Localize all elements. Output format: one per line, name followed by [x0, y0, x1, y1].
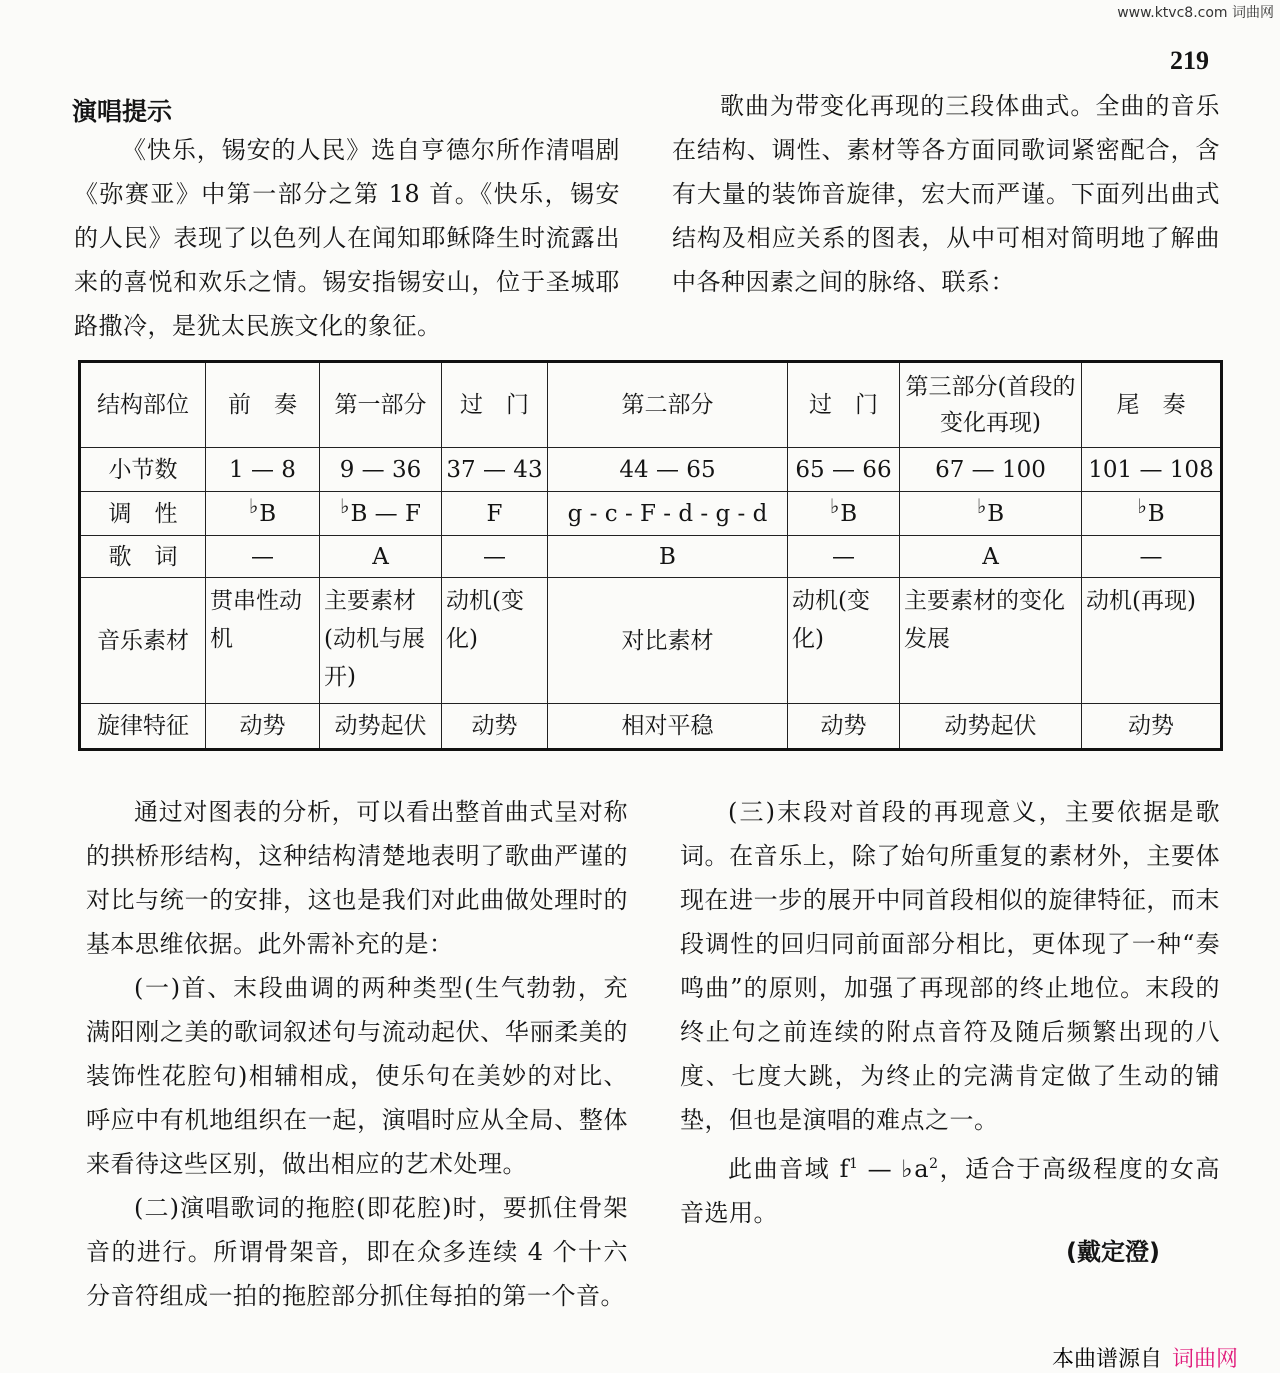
analysis-paragraph: (二)演唱歌词的拖腔(即花腔)时，要抓住骨架音的进行。所谓骨架音，即在众多连续 4 个十六分音符组成一拍的拖腔部分抓住每拍的第一个音。	[86, 1194, 628, 1310]
lyric-cell: —	[206, 536, 320, 578]
key-text: B — F	[350, 500, 421, 527]
range-high-note: a	[914, 1155, 930, 1183]
key-text: g - c - F - d - g - d	[567, 500, 768, 527]
watermark-brand[interactable]: 词曲网	[1172, 1347, 1239, 1372]
melody-cell: 动势	[788, 704, 900, 750]
row-keys	[80, 492, 1222, 536]
measure-cell: 1 — 8	[206, 448, 320, 492]
row-label: 调 性	[80, 492, 206, 536]
melody-cell: 相对平稳	[548, 704, 788, 750]
page-number: 219	[1170, 46, 1209, 75]
melody-cell: 动势起伏	[900, 704, 1082, 750]
analysis-paragraph: (一)首、末段曲调的两种类型(生气勃勃，充满阳刚之美的歌词叙述句与流动起伏、华丽柔美的装饰性花腔句)相辅相成，使乐句在美妙的对比、呼应中有机地组织在一起，演唱时应从全局、整体来看待这些区别，做出相应的艺术处理。	[86, 974, 628, 1178]
melody-cell: 动势	[442, 704, 548, 750]
section-cell: 前 奏	[206, 362, 320, 448]
section-cell: 第一部分	[320, 362, 442, 448]
intro-left-paragraph: 《快乐，锡安的人民》选自亨德尔所作清唱剧《弥赛亚》中第一部分之第 18 首。《快乐，锡安的人民》表现了以色列人在闻知耶稣降生时流露出来的喜悦和欢乐之情。锡安指锡安山，位于圣城耶路撒冷，是犹太民族文化的象征。	[74, 136, 620, 340]
key-cell	[548, 492, 788, 536]
measure-cell: 67 — 100	[900, 448, 1082, 492]
intro-right-paragraph: 歌曲为带变化再现的三段体曲式。全曲的音乐在结构、调性、素材等各方面同歌词紧密配合，含有大量的装饰音旋律，宏大而严谨。下面列出曲式结构及相应关系的图表，从中可相对简明地了解曲中各种因素之间的脉络、联系：	[672, 92, 1220, 296]
range-dash: —	[858, 1155, 902, 1183]
section-cell: 第三部分(首段的变化再现)	[900, 362, 1082, 448]
key-text: B	[987, 500, 1005, 527]
material-cell: 主要素材的变化发展	[900, 578, 1082, 704]
flat-icon: ♭	[829, 493, 840, 518]
melody-cell: 动势	[206, 704, 320, 750]
flat-icon: ♭	[901, 1155, 915, 1183]
material-cell: 动机(变化)	[788, 578, 900, 704]
structure-table	[78, 360, 1223, 751]
flat-icon: ♭	[340, 493, 350, 518]
row-lyrics	[80, 536, 1222, 578]
flat-icon: ♭	[248, 493, 259, 518]
row-label: 旋律特征	[80, 704, 206, 750]
material-cell: 主要素材(动机与展开)	[320, 578, 442, 704]
section-cell: 过 门	[442, 362, 548, 448]
range-prefix: 此曲音域 f	[728, 1155, 849, 1183]
flat-icon: ♭	[1137, 493, 1147, 518]
section-cell: 第二部分	[548, 362, 788, 448]
author-signature: (戴定澄)	[1066, 1238, 1160, 1266]
analysis-paragraph: 通过对图表的分析，可以看出整首曲式呈对称的拱桥形结构，这种结构清楚地表明了歌曲严谨的对比与统一的安排，这也是我们对此曲做处理时的基本思维依据。此外需补充的是：	[86, 798, 628, 958]
key-cell	[320, 492, 442, 536]
section-cell: 尾 奏	[1082, 362, 1222, 448]
key-text: B	[259, 500, 277, 527]
lyric-cell: —	[442, 536, 548, 578]
melody-cell: 动势起伏	[320, 704, 442, 750]
material-cell: 动机(变化)	[442, 578, 548, 704]
key-cell	[788, 492, 900, 536]
key-text: F	[486, 500, 503, 527]
key-cell	[206, 492, 320, 536]
row-label: 音乐素材	[80, 578, 206, 704]
lyric-cell: —	[788, 536, 900, 578]
row-melody	[80, 704, 1222, 750]
measure-cell: 9 — 36	[320, 448, 442, 492]
watermark-text: 本曲谱源自	[1052, 1347, 1163, 1372]
row-structure	[80, 362, 1222, 448]
lyric-cell: A	[900, 536, 1082, 578]
key-cell	[900, 492, 1082, 536]
analysis-right-column	[680, 790, 1220, 1235]
range-high-octave: 2	[929, 1156, 939, 1172]
analysis-left-column	[86, 790, 628, 1318]
watermark-top: www.ktvc8.com 词曲网	[1117, 5, 1274, 21]
analysis-paragraph: (三)末段对首段的再现意义，主要依据是歌词。在音乐上，除了始句所重复的素材外，主要体现在进一步的展开中同首段相似的旋律特征，而末段调性的回归同前面部分相比，更体现了一种“奏鸣曲”的原则，加强了再现部的终止地位。末段的终止句之前连续的附点音符及随后频繁出现的八度、七度大跳，为终止的完满肯定做了生动的铺垫，但也是演唱的难点之一。	[680, 798, 1220, 1134]
material-cell: 动机(再现)	[1082, 578, 1222, 704]
row-label: 歌 词	[80, 536, 206, 578]
range-low-octave: 1	[848, 1156, 859, 1172]
range-suffix: ，适合于高级程度的女高音选用。	[680, 1155, 1221, 1227]
section-cell: 过 门	[788, 362, 900, 448]
flat-icon: ♭	[976, 493, 987, 518]
lyric-cell: A	[320, 536, 442, 578]
row-measures	[80, 448, 1222, 492]
key-text: B	[840, 500, 858, 527]
material-cell: 贯串性动机	[206, 578, 320, 704]
material-cell: 对比素材	[548, 578, 788, 704]
key-cell	[442, 492, 548, 536]
lyric-cell: —	[1082, 536, 1222, 578]
measure-cell: 37 — 43	[442, 448, 548, 492]
row-label: 小节数	[80, 448, 206, 492]
key-text: B	[1147, 500, 1165, 527]
measure-cell: 65 — 66	[788, 448, 900, 492]
row-materials	[80, 578, 1222, 704]
section-heading: 演唱提示	[72, 97, 173, 126]
measure-cell: 44 — 65	[548, 448, 788, 492]
key-cell	[1082, 492, 1222, 536]
melody-cell: 动势	[1082, 704, 1222, 750]
measure-cell: 101 — 108	[1082, 448, 1222, 492]
row-label: 结构部位	[80, 362, 206, 448]
range-paragraph	[680, 1142, 1220, 1235]
lyric-cell: B	[548, 536, 788, 578]
watermark-bottom	[1052, 1342, 1238, 1373]
